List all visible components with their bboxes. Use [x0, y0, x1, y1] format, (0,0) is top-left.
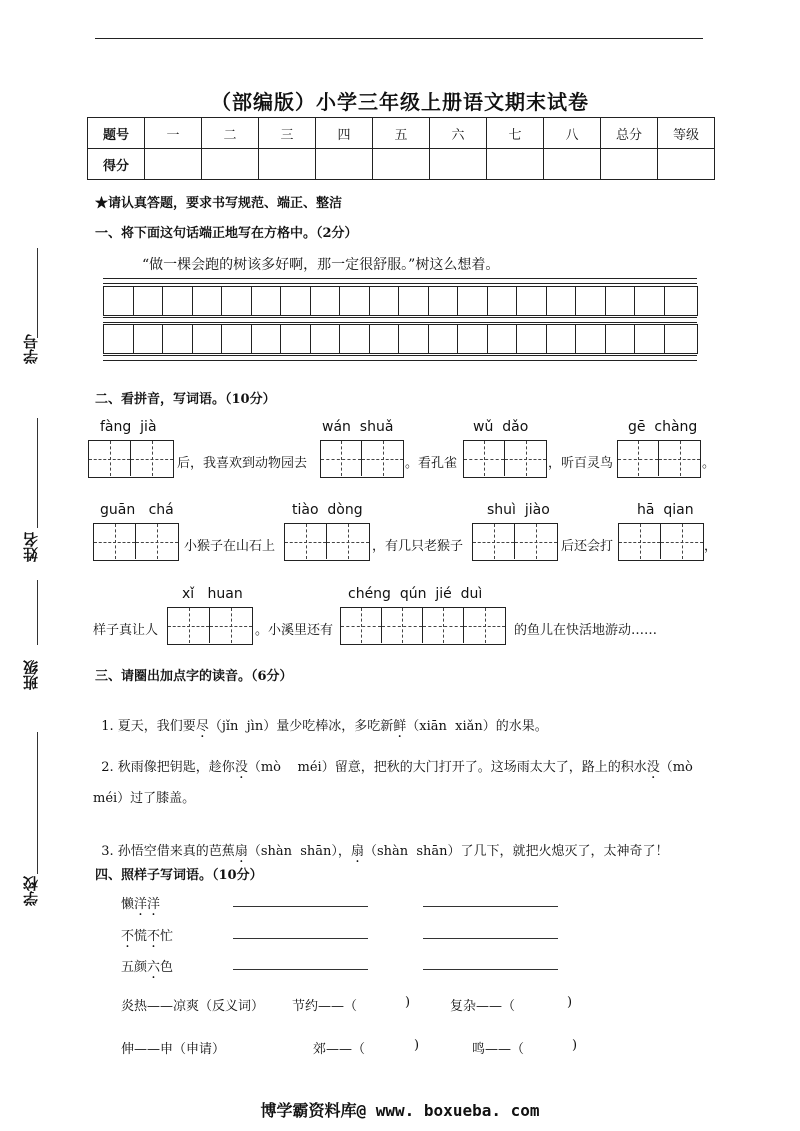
- answer-line[interactable]: [233, 906, 368, 907]
- pinyin-haqian: hā qian: [637, 502, 694, 518]
- side-line-xuehao: [37, 248, 38, 338]
- writing-grid-row-1[interactable]: [103, 286, 698, 316]
- grid-cell[interactable]: [606, 287, 636, 315]
- side-line-xuexiao: [37, 732, 38, 874]
- word-example-antonym: 炎热——凉爽（反义词）: [121, 999, 265, 1014]
- grid-cell[interactable]: [488, 325, 518, 353]
- grid-cell[interactable]: [340, 325, 370, 353]
- grid-cell[interactable]: [399, 287, 429, 315]
- score-header-cell: 四: [316, 118, 373, 149]
- score-header-cell: 二: [202, 118, 259, 149]
- grid-cell[interactable]: [458, 325, 488, 353]
- score-header-cell: 总分: [601, 118, 658, 149]
- score-header-cell: 六: [430, 118, 487, 149]
- grid-cell[interactable]: [281, 325, 311, 353]
- grid-cell[interactable]: [576, 325, 606, 353]
- sentence-text: ，听百灵鸟: [548, 456, 614, 471]
- answer-box-fangjia[interactable]: [88, 440, 174, 478]
- score-cell[interactable]: [145, 149, 202, 180]
- answer-box-gechang[interactable]: [617, 440, 701, 478]
- grid-cell[interactable]: [576, 287, 606, 315]
- section2-heading: 二、看拼音，写词语。（10分）: [95, 392, 276, 407]
- pinyin-wanshua: wán shuǎ: [322, 419, 394, 435]
- word-prompt-close: ): [414, 1038, 420, 1053]
- grid-cell[interactable]: [252, 287, 282, 315]
- grid-cell[interactable]: [252, 325, 282, 353]
- word-example-homophone: 伸——申（申请）: [121, 1042, 226, 1057]
- grid-cell[interactable]: [222, 287, 252, 315]
- grid-cell[interactable]: [104, 325, 134, 353]
- answer-line[interactable]: [423, 906, 558, 907]
- grid-top-rule: [103, 278, 697, 284]
- side-line-xingming: [37, 418, 38, 528]
- example-word-3: 五颜六色: [121, 960, 174, 975]
- answer-line[interactable]: [423, 938, 558, 939]
- word-prompt-close: ): [405, 995, 411, 1010]
- answer-box-shuijiao[interactable]: [472, 523, 558, 561]
- answer-box-guancha[interactable]: [93, 523, 179, 561]
- grid-cell[interactable]: [606, 325, 636, 353]
- notice: ★请认真答题，要求书写规范、端正、整洁: [95, 196, 343, 211]
- sentence-text: 小猴子在山石上: [184, 539, 276, 554]
- sentence-text: ，: [704, 539, 718, 554]
- answer-line[interactable]: [423, 969, 558, 970]
- grid-cell[interactable]: [222, 325, 252, 353]
- score-cell[interactable]: [487, 149, 544, 180]
- top-rule: [95, 38, 703, 39]
- word-prompt: 节约——（: [292, 999, 358, 1014]
- score-cell[interactable]: [373, 149, 430, 180]
- pinyin-fangjia: fàng jià: [100, 419, 157, 435]
- grid-cell[interactable]: [340, 287, 370, 315]
- sentence-text: 。看孔雀: [405, 456, 458, 471]
- word-prompt: 鸣——（: [472, 1042, 525, 1057]
- grid-cell[interactable]: [193, 287, 223, 315]
- answer-line[interactable]: [233, 938, 368, 939]
- pinyin-tiaodong: tiào dòng: [292, 502, 363, 518]
- grid-cell[interactable]: [665, 325, 695, 353]
- answer-box-wanshua[interactable]: [320, 440, 404, 478]
- score-header-cell: 等级: [658, 118, 715, 149]
- question-3-1: 1. 夏天，我们要尽（jǐn jìn）量少吃棒冰，多吃新鲜（xiān xiǎn）的水果。: [101, 719, 548, 734]
- sentence-text: 样子真让人: [93, 623, 159, 638]
- section1-heading: 一、将下面这句话端正地写在方格中。（2分）: [95, 226, 358, 241]
- answer-box-tiaodong[interactable]: [284, 523, 370, 561]
- score-cell[interactable]: [658, 149, 715, 180]
- score-row-label: 得分: [88, 149, 145, 180]
- writing-grid-row-2[interactable]: [103, 324, 698, 354]
- grid-cell[interactable]: [458, 287, 488, 315]
- grid-cell[interactable]: [104, 287, 134, 315]
- pinyin-gechang: gē chàng: [628, 419, 698, 435]
- score-cell[interactable]: [316, 149, 373, 180]
- grid-cell[interactable]: [193, 325, 223, 353]
- score-table-header-row: [88, 118, 715, 149]
- answer-box-wudao[interactable]: [463, 440, 547, 478]
- grid-cell[interactable]: [635, 325, 665, 353]
- section3-heading: 三、请圈出加点字的读音。（6分）: [95, 669, 293, 684]
- grid-bottom-rule: [103, 355, 697, 361]
- score-header-cell: 五: [373, 118, 430, 149]
- sentence-text: 的鱼儿在快活地游动……: [514, 623, 658, 638]
- grid-cell[interactable]: [163, 325, 193, 353]
- score-cell[interactable]: [259, 149, 316, 180]
- word-prompt-close: ): [567, 995, 573, 1010]
- pinyin-wudao: wǔ dǎo: [473, 419, 529, 435]
- grid-cell[interactable]: [547, 325, 577, 353]
- score-header-cell: 八: [544, 118, 601, 149]
- grid-cell[interactable]: [517, 325, 547, 353]
- side-label-xuehao: 学号: [22, 334, 40, 364]
- grid-cell[interactable]: [281, 287, 311, 315]
- grid-cell[interactable]: [311, 287, 341, 315]
- grid-middle-rule: [103, 317, 697, 323]
- word-prompt-close: ): [572, 1038, 578, 1053]
- grid-cell[interactable]: [517, 287, 547, 315]
- side-label-banji: 班级: [22, 660, 40, 690]
- grid-cell[interactable]: [429, 325, 459, 353]
- grid-cell[interactable]: [134, 287, 164, 315]
- sentence-text: 。: [702, 456, 716, 471]
- grid-cell[interactable]: [635, 287, 665, 315]
- pinyin-chengqunjiedui: chéng qún jié duì: [348, 586, 483, 602]
- score-header-cell: 一: [145, 118, 202, 149]
- answer-line[interactable]: [233, 969, 368, 970]
- example-word-1: 懒洋洋: [121, 897, 161, 912]
- score-table-score-row: [88, 149, 715, 180]
- page-title: （部编版）小学三年级上册语文期末试卷: [211, 90, 589, 114]
- pinyin-xihuan: xǐ huan: [182, 586, 243, 602]
- question-3-2: 2. 秋雨像把钥匙，趁你没（mò méi）留意，把秋的大门打开了。这场雨太大了，路上的积水没（mò: [101, 760, 693, 775]
- grid-cell[interactable]: [311, 325, 341, 353]
- question-3-2-cont: méi）过了膝盖。: [93, 791, 196, 806]
- score-cell[interactable]: [601, 149, 658, 180]
- side-label-xuexiao: 学校: [22, 876, 40, 906]
- grid-cell[interactable]: [163, 287, 193, 315]
- word-prompt: 复杂——（: [450, 999, 516, 1014]
- answer-box-haqian[interactable]: [618, 523, 704, 561]
- score-cell[interactable]: [202, 149, 259, 180]
- score-table: [87, 117, 715, 180]
- grid-cell[interactable]: [134, 325, 164, 353]
- score-cell[interactable]: [544, 149, 601, 180]
- grid-cell[interactable]: [488, 287, 518, 315]
- example-word-2: 不慌不忙: [121, 929, 174, 944]
- word-prompt: 郊——（: [313, 1042, 366, 1057]
- answer-box-chengqunjiedui[interactable]: [340, 607, 506, 645]
- score-header-cell: 七: [487, 118, 544, 149]
- footer-watermark: 博学霸资料库@ www. boxueba. com: [260, 1101, 540, 1120]
- score-cell[interactable]: [430, 149, 487, 180]
- grid-cell[interactable]: [665, 287, 695, 315]
- score-header-cell: 题号: [88, 118, 145, 149]
- side-line-banji: [37, 580, 38, 645]
- pinyin-guancha: guān chá: [100, 502, 174, 518]
- grid-cell[interactable]: [547, 287, 577, 315]
- sentence-text: ，有几只老猴子: [372, 539, 464, 554]
- sentence-text: 后，我喜欢到动物园去: [177, 456, 308, 471]
- side-label-xingming: 姓名: [22, 532, 40, 562]
- answer-box-xihuan[interactable]: [167, 607, 253, 645]
- grid-cell[interactable]: [370, 325, 400, 353]
- sentence-text: 。小溪里还有: [255, 623, 334, 638]
- grid-cell[interactable]: [429, 287, 459, 315]
- section1-sentence: “做一棵会跑的树该多好啊，那一定很舒服。”树这么想着。: [142, 257, 500, 273]
- pinyin-shuijiao: shuì jiào: [487, 502, 550, 518]
- score-header-cell: 三: [259, 118, 316, 149]
- section4-heading: 四、照样子写词语。（10分）: [95, 868, 263, 883]
- grid-cell[interactable]: [399, 325, 429, 353]
- question-3-3: 3. 孙悟空借来真的芭蕉扇（shàn shān），扇（shàn shān）了几下，就把火熄灭了，太神奇了！: [101, 844, 669, 859]
- sentence-text: 后还会打: [561, 539, 614, 554]
- grid-cell[interactable]: [370, 287, 400, 315]
